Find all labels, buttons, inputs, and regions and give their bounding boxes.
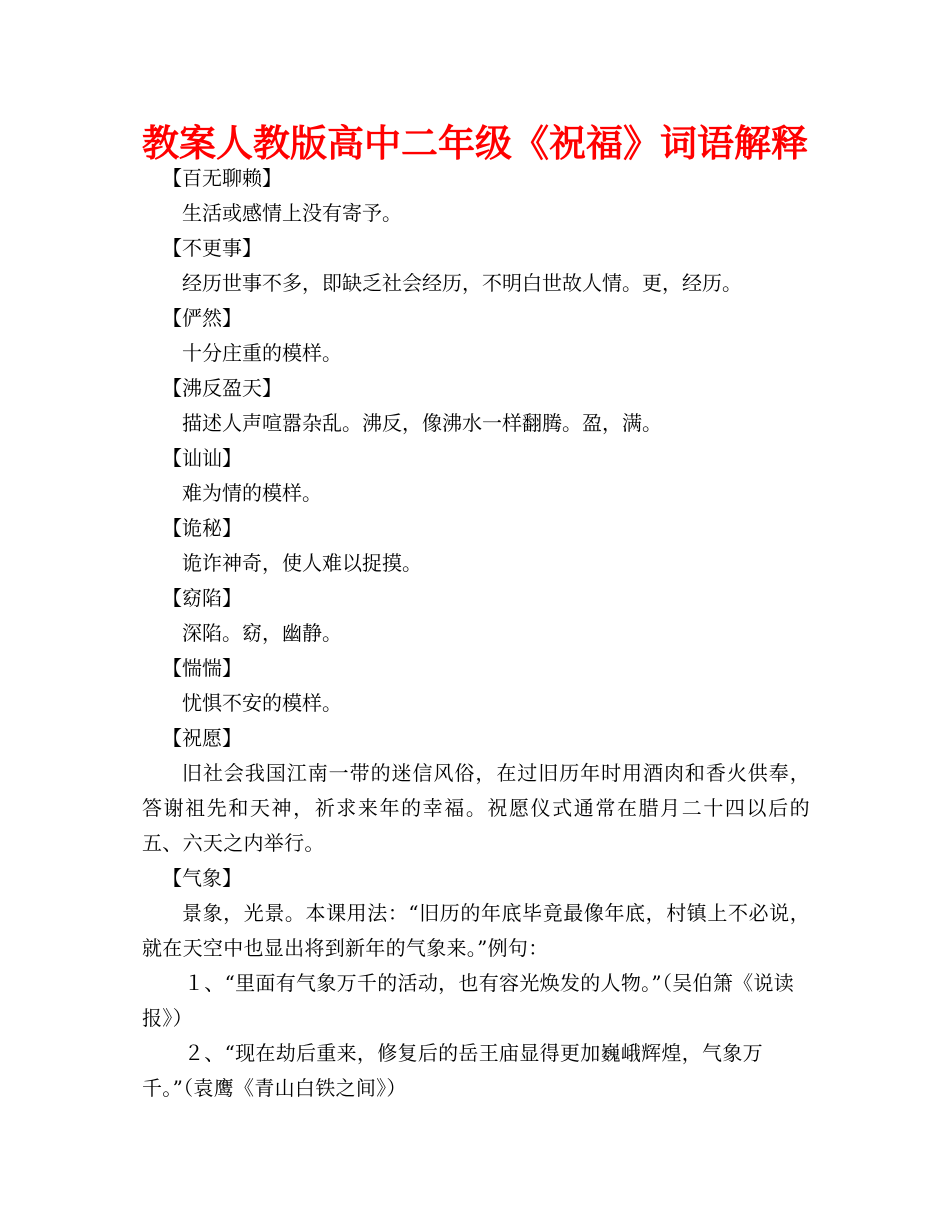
definition-4: 描述人声喧嚣杂乱。沸反，像沸水一样翻腾。盈，满。 (182, 411, 662, 435)
definition-7: 深陷。窈，幽静。 (182, 621, 342, 645)
term-5: 【讪讪】 (162, 446, 242, 470)
example-2: ２、“现在劫后重来，修复后的岳王庙显得更加巍峨辉煌，气象万千。”（袁鹰《青山白铁之间》） (142, 1041, 763, 1100)
document-title: 教案人教版高中二年级《祝福》词语解释 (142, 122, 808, 165)
term-zhufu: 【祝愿】 (162, 726, 242, 750)
term-7: 【窈陷】 (162, 586, 242, 610)
term-qixiang: 【气象】 (162, 866, 242, 890)
document-body (142, 161, 810, 1106)
term-1: 【百无聊赖】 (162, 166, 282, 190)
definition-6: 诡诈神奇，使人难以捉摸。 (182, 551, 422, 575)
definition-1: 生活或感情上没有寄予。 (182, 201, 402, 225)
definition-8: 忧惧不安的模样。 (182, 691, 342, 715)
term-4: 【沸反盈天】 (162, 376, 282, 400)
definition-3: 十分庄重的模样。 (182, 341, 342, 365)
definition-5: 难为情的模样。 (182, 481, 322, 505)
term-8: 【惴惴】 (162, 656, 242, 680)
example-1: １、“里面有气象万千的活动，也有容光焕发的人物。”（吴伯箫《说读报》） (142, 971, 795, 1030)
definition-2: 经历世事不多，即缺乏社会经历，不明白世故人情。更，经历。 (182, 271, 742, 295)
definition-zhufu: 旧社会我国江南一带的迷信风俗，在过旧历年时用酒肉和香火供奉，答谢祖先和天神，祈求来年的幸福。祝愿仪式通常在腊月二十四以后的五、六天之内举行。 (142, 761, 810, 855)
term-6: 【诡秘】 (162, 516, 242, 540)
definition-qixiang: 景象，光景。本课用法：“旧历的年底毕竟最像年底，村镇上不必说，就在天空中也显出将到新年的气象来。”例句： (142, 901, 810, 960)
term-2: 【不更事】 (162, 236, 262, 260)
term-3: 【俨然】 (162, 306, 242, 330)
